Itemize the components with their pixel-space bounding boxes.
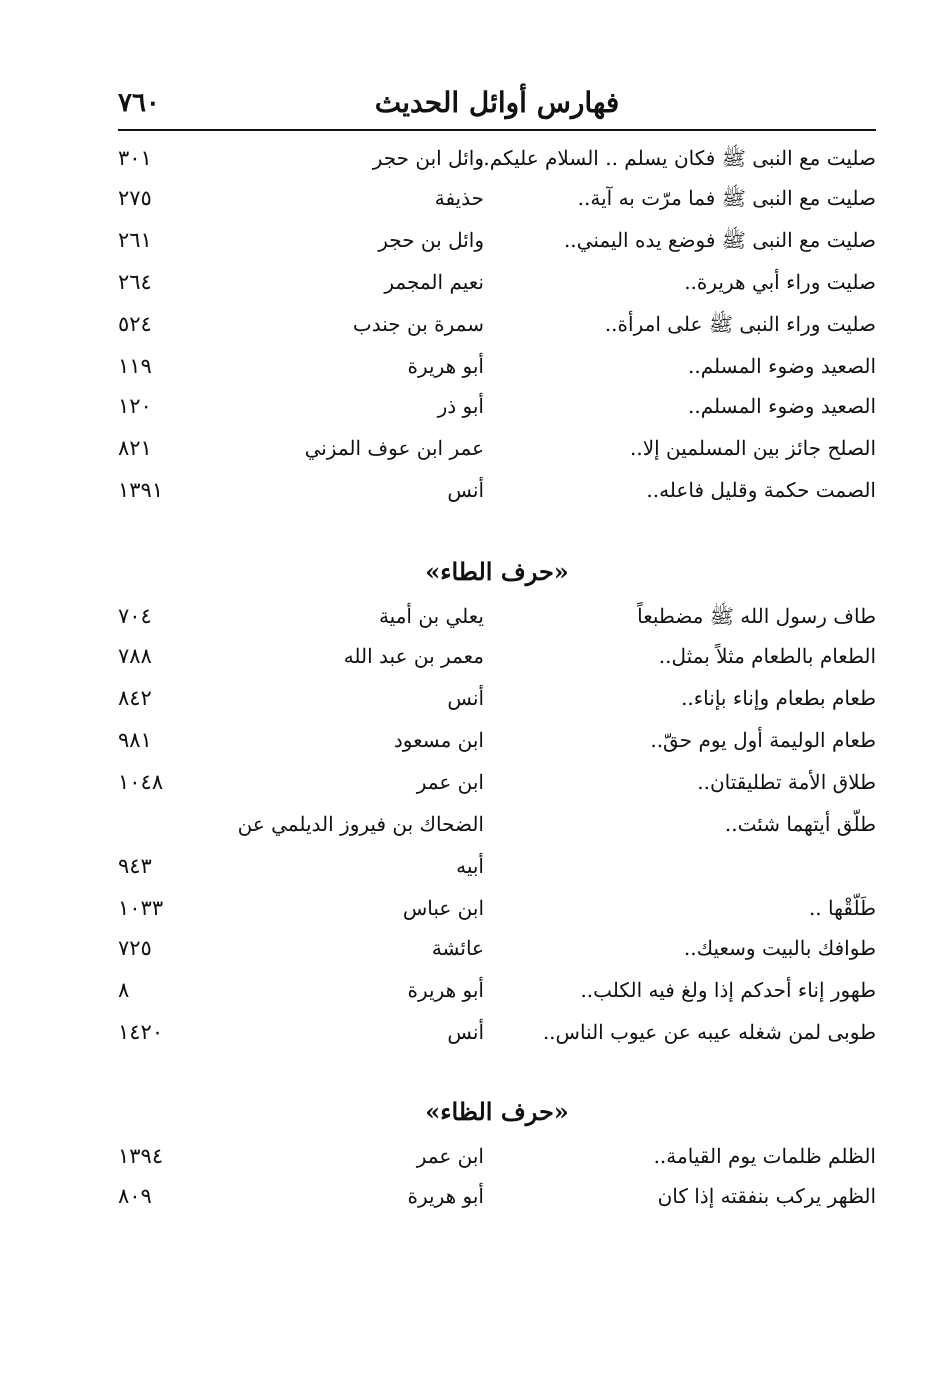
hadith-text: الصعيد وضوء المسلم.. xyxy=(688,394,876,418)
hadith-text: طعام الوليمة أول يوم حقّ.. xyxy=(650,728,876,752)
hadith-text: الظهر يركب بنفقته إذا كان xyxy=(657,1184,876,1208)
narrator-name: سمرة بن جندب xyxy=(352,312,484,336)
narrator-name: نعيم المجمر xyxy=(384,270,484,294)
index-row xyxy=(118,1012,876,1052)
hadith-text: صليت وراء النبى ﷺ على امرأة.. xyxy=(604,312,876,336)
narrator-name: يعلي بن أمية xyxy=(378,604,484,628)
index-row xyxy=(118,804,876,844)
index-row xyxy=(118,846,876,886)
index-row xyxy=(118,262,876,302)
narrator-name: الضحاك بن فيروز الديلمي عن xyxy=(237,812,484,836)
hadith-text: الصعيد وضوء المسلم.. xyxy=(688,354,876,378)
hadith-text: صليت وراء أبي هريرة.. xyxy=(684,270,876,294)
index-row xyxy=(118,346,876,386)
hadith-text: الصلح جائز بين المسلمين إلا.. xyxy=(629,436,876,460)
hadith-text: طوافك بالبيت وسعيك.. xyxy=(683,936,876,960)
index-row xyxy=(118,428,876,468)
hadith-number: ٢٧٥ xyxy=(118,186,152,210)
hadith-number: ٨ xyxy=(118,978,130,1002)
narrator-name: أنس xyxy=(447,1020,484,1044)
narrator-name: ابن عمر xyxy=(416,1144,484,1168)
hadith-number: ١٠٤٨ xyxy=(118,770,164,794)
hadith-number: ٧٨٨ xyxy=(118,644,152,668)
hadith-number: ٩٤٣ xyxy=(118,854,152,878)
narrator-name: حذيفة xyxy=(434,186,484,210)
index-row xyxy=(118,220,876,260)
index-row xyxy=(118,178,876,218)
hadith-number: ١٢٠ xyxy=(118,394,152,418)
index-row xyxy=(118,1136,876,1176)
narrator-name: أنس xyxy=(447,478,484,502)
narrator-name: عمر ابن عوف المزني xyxy=(304,436,484,460)
page-header xyxy=(118,80,876,130)
hadith-text: الطعام بالطعام مثلاً بمثل.. xyxy=(658,644,876,668)
narrator-name: أنس xyxy=(447,686,484,710)
hadith-number: ٨٠٩ xyxy=(118,1184,152,1208)
hadith-number: ١٠٣٣ xyxy=(118,896,164,920)
hadith-number: ٣٠١ xyxy=(118,146,152,170)
hadith-number: ٥٢٤ xyxy=(118,312,152,336)
hadith-number: ١١٩ xyxy=(118,354,152,378)
hadith-number: ٩٨١ xyxy=(118,728,152,752)
hadith-text: صليت مع النبى ﷺ فما مرّت به آية.. xyxy=(577,186,876,210)
hadith-text: صليت مع النبى ﷺ فكان يسلم .. السلام عليكم.. xyxy=(477,146,876,170)
page-number: ٧٦٠ xyxy=(118,88,160,118)
narrator-name: أبو هريرة xyxy=(407,978,484,1002)
narrator-name: أبيه xyxy=(456,854,484,878)
hadith-text: طلاق الأمة تطليقتان.. xyxy=(697,770,876,794)
index-row xyxy=(118,596,876,636)
index-row xyxy=(118,1176,876,1216)
hadith-number: ٨٤٢ xyxy=(118,686,152,710)
hadith-number: ١٤٢٠ xyxy=(118,1020,164,1044)
hadith-text: طعام بطعام وإناء بإناء.. xyxy=(681,686,876,710)
hadith-number: ١٣٩٤ xyxy=(118,1144,164,1168)
index-row xyxy=(118,304,876,344)
index-row xyxy=(118,762,876,802)
hadith-text: طوبى لمن شغله عيبه عن عيوب الناس.. xyxy=(542,1020,876,1044)
hadith-text: طاف رسول الله ﷺ مضطبعاً xyxy=(637,604,876,628)
index-row xyxy=(118,720,876,760)
hadith-text: طَلّقْها .. xyxy=(808,896,876,920)
index-row xyxy=(118,888,876,928)
section-heading: «حرف الظاء» xyxy=(425,1097,569,1126)
narrator-name: معمر بن عبد الله xyxy=(343,644,484,668)
narrator-name: أبو هريرة xyxy=(407,354,484,378)
index-row xyxy=(118,678,876,718)
hadith-text: الظلم ظلمات يوم القيامة.. xyxy=(653,1144,876,1168)
narrator-name: ابن عباس xyxy=(402,896,484,920)
narrator-name: ابن مسعود xyxy=(393,728,484,752)
header-rule xyxy=(118,129,876,131)
hadith-number: ٧٢٥ xyxy=(118,936,152,960)
hadith-text: طلّق أيتهما شئت.. xyxy=(724,812,876,836)
index-row xyxy=(118,470,876,510)
index-row xyxy=(118,386,876,426)
hadith-number: ١٣٩١ xyxy=(118,478,164,502)
hadith-text: صليت مع النبى ﷺ فوضع يده اليمني.. xyxy=(563,228,876,252)
hadith-number: ٢٦٤ xyxy=(118,270,152,294)
narrator-name: ابن عمر xyxy=(416,770,484,794)
page-title: فهارس أوائل الحديث xyxy=(374,86,620,119)
index-row xyxy=(118,636,876,676)
hadith-text: طهور إناء أحدكم إذا ولغ فيه الكلب.. xyxy=(580,978,876,1002)
hadith-number: ٨٢١ xyxy=(118,436,152,460)
section-heading: «حرف الطاء» xyxy=(425,557,569,586)
hadith-number: ٢٦١ xyxy=(118,228,152,252)
hadith-text: الصمت حكمة وقليل فاعله.. xyxy=(646,478,876,502)
narrator-name: وائل بن حجر xyxy=(378,228,484,252)
narrator-name: أبو هريرة xyxy=(407,1184,484,1208)
narrator-name: أبو ذر xyxy=(437,394,484,418)
index-row xyxy=(118,970,876,1010)
index-row xyxy=(118,138,876,178)
index-row xyxy=(118,928,876,968)
narrator-name: عائشة xyxy=(431,936,484,960)
hadith-number: ٧٠٤ xyxy=(118,604,152,628)
narrator-name: وائل ابن حجر xyxy=(372,146,484,170)
